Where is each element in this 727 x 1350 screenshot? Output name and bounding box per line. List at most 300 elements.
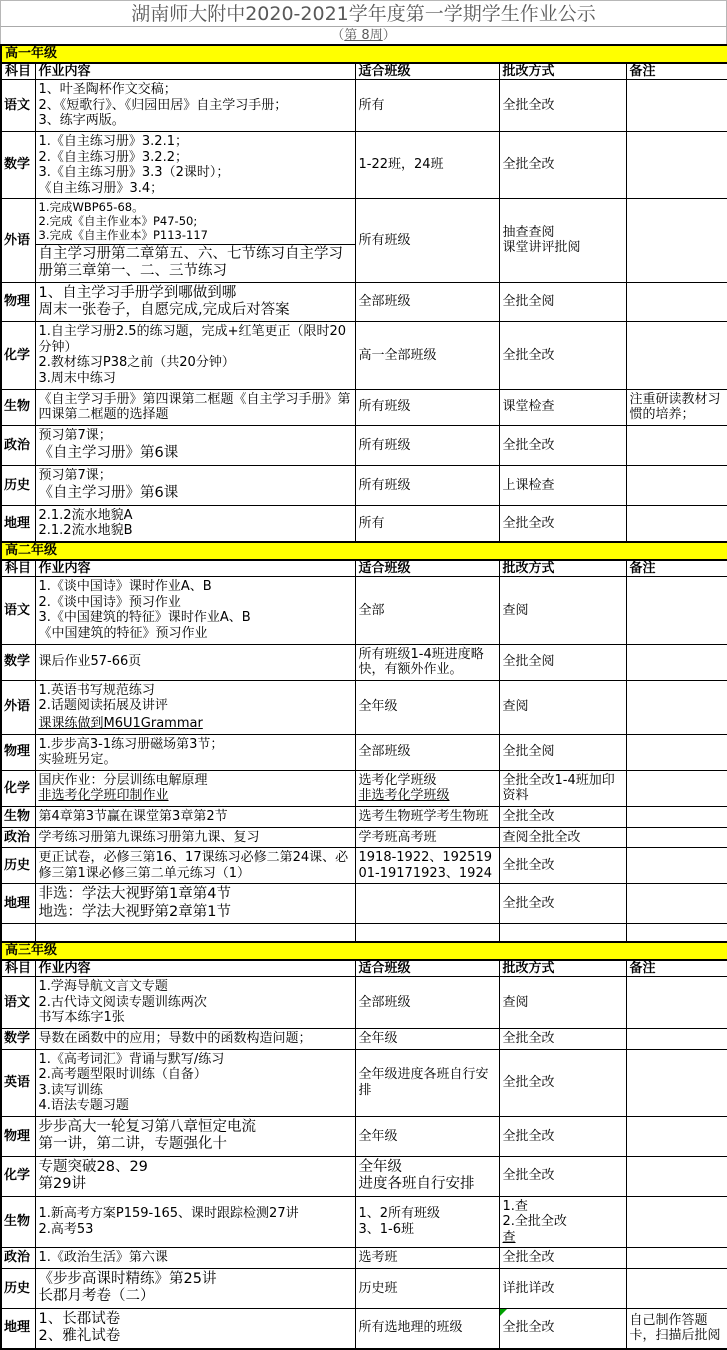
cell-note[interactable] xyxy=(626,199,727,282)
cell-block xyxy=(39,1030,352,1048)
column-header[interactable]: 科目 xyxy=(1,63,35,80)
cell-content[interactable] xyxy=(35,1268,355,1308)
cell-classes[interactable] xyxy=(355,199,499,282)
cell-line: 全年级 xyxy=(358,1158,402,1175)
cell-method[interactable] xyxy=(499,924,626,943)
cell-line: 2.话题阅读拓展及讲评 xyxy=(38,698,168,714)
cell-content[interactable] xyxy=(35,1196,355,1248)
cell-subject[interactable] xyxy=(1,577,35,644)
cell-content[interactable] xyxy=(35,282,355,322)
cell-note[interactable] xyxy=(626,1268,727,1308)
column-header[interactable]: 备注 xyxy=(626,63,727,80)
cell-subject[interactable] xyxy=(1,425,35,465)
cell-line: 导数在函数中的应用；导数中的函数构造问题； xyxy=(38,1031,312,1047)
cell-note[interactable] xyxy=(626,1308,727,1348)
cell-note[interactable] xyxy=(626,282,727,322)
section-band[interactable]: 高三年级 xyxy=(1,942,727,960)
cell-note[interactable] xyxy=(626,465,727,505)
cell-method[interactable] xyxy=(499,1029,626,1050)
column-header[interactable]: 批改方式 xyxy=(499,960,626,977)
table-row xyxy=(1,734,727,770)
cell-block xyxy=(4,1319,33,1337)
cell-note[interactable] xyxy=(626,977,727,1029)
cell-subject[interactable] xyxy=(1,1268,35,1308)
cell-classes[interactable] xyxy=(355,131,499,198)
cell-classes[interactable] xyxy=(355,644,499,680)
section-band[interactable]: 高一年级 xyxy=(1,45,727,63)
cell-line: 预习第7课； xyxy=(38,467,112,483)
cell-method[interactable] xyxy=(499,1268,626,1308)
cell-method[interactable] xyxy=(499,827,626,848)
cell-block xyxy=(39,1205,352,1238)
cell-subject[interactable] xyxy=(1,1196,35,1248)
cell-classes[interactable] xyxy=(355,734,499,770)
cell-note[interactable] xyxy=(626,680,727,734)
cell-line: 历史 xyxy=(4,1280,31,1296)
cell-note[interactable] xyxy=(626,1029,727,1050)
cell-line: 全批全改 xyxy=(502,1320,555,1336)
cell-subject[interactable] xyxy=(1,1308,35,1348)
cell-subject[interactable] xyxy=(1,322,35,389)
cell-content[interactable] xyxy=(35,1117,355,1157)
table-row xyxy=(1,282,727,322)
table-row xyxy=(1,848,727,884)
cell-note[interactable] xyxy=(626,322,727,389)
header-row xyxy=(1,560,727,577)
cell-block xyxy=(39,427,352,445)
cell-line: 2.高考53 xyxy=(38,1221,94,1237)
cell-block xyxy=(4,808,33,826)
cell-line: 物理 xyxy=(4,294,31,310)
cell-line: 地理 xyxy=(4,1320,31,1336)
cell-note[interactable] xyxy=(626,577,727,644)
cell-subject[interactable] xyxy=(1,80,35,132)
cell-line: 课后作业57-66页 xyxy=(38,654,142,670)
cell-line: 自主学习册第二章第五、六、七节练习自主学习册第三章第一、二、三节练习 xyxy=(38,245,343,280)
cell-block xyxy=(39,391,352,424)
cell-line: 所有班级 xyxy=(358,437,411,453)
cell-block xyxy=(4,1249,33,1267)
cell-method[interactable] xyxy=(499,644,626,680)
cell-subject[interactable] xyxy=(1,806,35,827)
cell-block xyxy=(503,743,623,761)
cell-classes[interactable] xyxy=(355,827,499,848)
cell-method[interactable] xyxy=(499,465,626,505)
cell-block xyxy=(36,244,355,281)
cell-method[interactable] xyxy=(499,1156,626,1196)
cell-subject[interactable] xyxy=(1,1117,35,1157)
cell-method[interactable] xyxy=(499,282,626,322)
cell-line: 全批全改 xyxy=(502,895,555,911)
cell-classes[interactable] xyxy=(355,1029,499,1050)
cell-line: 数学 xyxy=(4,654,31,670)
cell-line: 2.古代诗文阅读专题训练两次 xyxy=(38,994,207,1010)
cell-method[interactable] xyxy=(499,131,626,198)
cell-content[interactable] xyxy=(35,924,355,943)
cell-content[interactable] xyxy=(35,1029,355,1050)
cell-method[interactable] xyxy=(499,884,626,924)
cell-line: 长郡月考卷（二） xyxy=(38,1288,155,1305)
cell-line: 物理 xyxy=(4,744,31,760)
cell-method[interactable] xyxy=(499,1248,626,1269)
cell-block xyxy=(359,1128,496,1146)
cell-block xyxy=(4,1030,33,1048)
cell-block xyxy=(39,808,352,826)
cell-subject[interactable] xyxy=(1,644,35,680)
cell-content[interactable] xyxy=(35,505,355,542)
cell-line: 第4章第3节赢在课堂第3章第2节 xyxy=(38,808,228,824)
cell-method[interactable] xyxy=(499,977,626,1029)
column-header[interactable]: 作业内容 xyxy=(35,63,355,80)
cell-block xyxy=(39,467,352,485)
cell-classes[interactable] xyxy=(355,1196,499,1248)
cell-line: 3.完成《自主作业本》P113-117 xyxy=(38,227,208,242)
section-band-row xyxy=(1,542,727,560)
cell-classes[interactable] xyxy=(355,425,499,465)
cell-line: 抽查查阅 xyxy=(502,224,555,240)
cell-line: 全部班级 xyxy=(358,744,411,760)
cell-line: 1、长郡试卷 xyxy=(38,1310,121,1327)
cell-block xyxy=(359,1205,496,1238)
cell-note[interactable] xyxy=(626,848,727,884)
cell-block xyxy=(503,808,623,826)
cell-subject[interactable] xyxy=(1,1248,35,1269)
cell-method[interactable] xyxy=(499,806,626,827)
cell-content[interactable] xyxy=(35,1248,355,1269)
column-header[interactable]: 备注 xyxy=(626,960,727,977)
cell-line: 2.完成《自主作业本》P47-50; xyxy=(38,214,198,229)
cell-subject[interactable] xyxy=(1,680,35,734)
cell-block xyxy=(359,1319,496,1337)
cell-content[interactable] xyxy=(35,322,355,389)
cell-line: 全批全阅 xyxy=(502,294,555,310)
cell-note[interactable] xyxy=(626,505,727,542)
cell-block xyxy=(359,1249,496,1267)
table-row xyxy=(1,1156,727,1196)
cell-line: 全批全阅 xyxy=(502,654,555,670)
cell-line: 选考生物班学考生物班 xyxy=(358,808,489,824)
section-band-row xyxy=(1,942,727,960)
cell-line: 查阅全批全改 xyxy=(502,829,581,845)
cell-method[interactable] xyxy=(499,199,626,282)
cell-content[interactable] xyxy=(35,644,355,680)
cell-classes[interactable] xyxy=(355,680,499,734)
cell-line: 实验班另定。 xyxy=(38,752,117,768)
cell-block xyxy=(4,602,33,620)
cell-line: 1、自主学习手册学到哪做到哪 xyxy=(38,284,237,301)
cell-classes[interactable] xyxy=(355,1049,499,1116)
cell-content[interactable] xyxy=(35,680,355,734)
cell-note[interactable] xyxy=(626,389,727,425)
cell-note[interactable] xyxy=(626,734,727,770)
cell-line: 选考化学班级 xyxy=(358,772,437,788)
cell-classes[interactable] xyxy=(355,1248,499,1269)
cell-note[interactable] xyxy=(626,884,727,924)
table-row xyxy=(1,465,727,505)
cell-line: 语文 xyxy=(4,994,31,1010)
cell-line: 《自主练习册》3.4； xyxy=(38,180,164,196)
cell-block xyxy=(4,1167,33,1185)
cell-block xyxy=(39,1270,352,1307)
column-header[interactable]: 适合班级 xyxy=(355,560,499,577)
cell-line: 地理 xyxy=(4,515,31,531)
column-header[interactable]: 批改方式 xyxy=(499,63,626,80)
cell-note[interactable] xyxy=(626,924,727,943)
cell-method[interactable] xyxy=(499,322,626,389)
cell-block xyxy=(630,391,725,424)
cell-block xyxy=(359,698,496,716)
cell-content[interactable] xyxy=(35,827,355,848)
cell-line: 全部班级 xyxy=(358,994,411,1010)
column-header[interactable]: 备注 xyxy=(626,560,727,577)
cell-line: 全批全改 xyxy=(502,1250,555,1266)
cell-block xyxy=(39,484,352,503)
cell-line: 全批全改 xyxy=(502,857,555,873)
cell-method[interactable] xyxy=(499,577,626,644)
cell-note[interactable] xyxy=(626,1117,727,1157)
cell-line: 地选：学法大视野第2章第1节 xyxy=(38,903,231,920)
cell-line: 所有班级 xyxy=(358,477,411,493)
cell-block xyxy=(359,602,496,620)
cell-note[interactable] xyxy=(626,827,727,848)
cell-classes[interactable] xyxy=(355,80,499,132)
cell-classes[interactable] xyxy=(355,322,499,389)
cell-line: 第一讲，第二讲，专题强化十 xyxy=(38,1136,227,1153)
cell-line: 英语 xyxy=(4,1075,31,1091)
cell-subject[interactable] xyxy=(1,1049,35,1116)
table-row xyxy=(1,977,727,1029)
cell-line: 《自主学习册》第6课 xyxy=(38,445,179,462)
cell-method[interactable] xyxy=(499,770,626,806)
cell-subject[interactable] xyxy=(1,848,35,884)
cell-block xyxy=(503,895,623,913)
cell-line: 1.完成WBP65-68。 xyxy=(38,200,144,215)
cell-classes[interactable] xyxy=(355,1268,499,1308)
cell-classes[interactable] xyxy=(355,848,499,884)
cell-content[interactable] xyxy=(35,770,355,806)
cell-subject[interactable] xyxy=(1,131,35,198)
cell-subject[interactable] xyxy=(1,389,35,425)
cell-note[interactable] xyxy=(626,770,727,806)
cell-content[interactable] xyxy=(35,1156,355,1196)
cell-content[interactable] xyxy=(35,1049,355,1116)
cell-subject[interactable] xyxy=(1,924,35,943)
cell-block xyxy=(4,97,33,115)
cell-content[interactable] xyxy=(35,806,355,827)
cell-line: 2.《自主练习册》3.2.2； xyxy=(38,149,188,165)
cell-classes[interactable] xyxy=(355,977,499,1029)
cell-subject[interactable] xyxy=(1,505,35,542)
cell-classes[interactable] xyxy=(355,282,499,322)
cell-block xyxy=(4,437,33,455)
cell-method[interactable] xyxy=(499,680,626,734)
cell-subject[interactable] xyxy=(1,770,35,806)
cell-line: 2.高考题型限时训练（自备） xyxy=(38,1067,207,1083)
cell-block xyxy=(39,284,352,321)
cell-line: 全批全改 xyxy=(502,347,555,363)
cell-note[interactable] xyxy=(626,1248,727,1269)
cell-block xyxy=(359,515,496,533)
cell-block xyxy=(39,849,352,882)
cell-subject[interactable] xyxy=(1,199,35,282)
cell-content[interactable] xyxy=(35,425,355,465)
cell-block xyxy=(503,772,623,805)
cell-note[interactable] xyxy=(626,644,727,680)
cell-line: 选考班 xyxy=(358,1250,398,1266)
cell-block xyxy=(4,293,33,311)
cell-classes[interactable] xyxy=(355,505,499,542)
cell-method[interactable] xyxy=(499,389,626,425)
cell-line: 全年级 xyxy=(358,1128,398,1144)
table-row xyxy=(1,770,727,806)
cell-line: 所有班级 xyxy=(358,232,411,248)
cell-classes[interactable] xyxy=(355,1156,499,1196)
column-header[interactable]: 科目 xyxy=(1,560,35,577)
cell-line: 详批详改 xyxy=(502,1280,555,1296)
header-row xyxy=(1,960,727,977)
cell-line: 专题突破28、29 xyxy=(38,1158,148,1175)
cell-note[interactable] xyxy=(626,80,727,132)
cell-content[interactable] xyxy=(35,977,355,1029)
cell-line: 外语 xyxy=(4,699,31,715)
cell-block xyxy=(4,857,33,875)
cell-content[interactable] xyxy=(35,80,355,132)
cell-line: 2.《谈中国诗》预习作业 xyxy=(38,594,181,610)
cell-block xyxy=(503,293,623,311)
section-band-row xyxy=(1,45,727,63)
cell-block xyxy=(503,602,623,620)
cell-note[interactable] xyxy=(626,425,727,465)
cell-line: 政治 xyxy=(4,829,31,845)
cell-line: 非选：学法大视野第1章第4节 xyxy=(38,886,231,903)
cell-content[interactable] xyxy=(35,1308,355,1348)
cell-line: 1.步步高3-1练习册磁场第3节； xyxy=(38,736,224,752)
cell-content[interactable] xyxy=(35,199,355,282)
cell-subject[interactable] xyxy=(1,1029,35,1050)
cell-line: 数学 xyxy=(4,1031,31,1047)
column-header[interactable]: 作业内容 xyxy=(35,560,355,577)
cell-classes[interactable] xyxy=(355,806,499,827)
table-row xyxy=(1,806,727,827)
header-row xyxy=(1,63,727,80)
cell-classes[interactable] xyxy=(355,1308,499,1348)
cell-block xyxy=(503,829,623,847)
column-header[interactable]: 作业内容 xyxy=(35,960,355,977)
cell-content[interactable] xyxy=(35,131,355,198)
cell-block xyxy=(39,736,352,769)
cell-classes[interactable] xyxy=(355,1117,499,1157)
cell-block xyxy=(503,477,623,495)
cell-block xyxy=(39,682,352,715)
cell-line: 全批全改 xyxy=(502,97,555,113)
cell-block xyxy=(503,347,623,365)
cell-subject[interactable] xyxy=(1,465,35,505)
cell-method[interactable] xyxy=(499,1196,626,1248)
cell-classes[interactable] xyxy=(355,465,499,505)
column-header[interactable]: 适合班级 xyxy=(355,960,499,977)
cell-line: 所有 xyxy=(358,515,385,531)
cell-classes[interactable] xyxy=(355,924,499,943)
cell-block xyxy=(39,653,352,671)
cell-line: 语文 xyxy=(4,602,31,618)
cell-content[interactable] xyxy=(35,465,355,505)
cell-method[interactable] xyxy=(499,1049,626,1116)
cell-classes[interactable] xyxy=(355,389,499,425)
cell-note[interactable] xyxy=(626,1196,727,1248)
cell-block xyxy=(4,1128,33,1146)
cell-subject[interactable] xyxy=(1,282,35,322)
cell-note[interactable] xyxy=(626,1049,727,1116)
cell-line: 3.读写训练 xyxy=(38,1082,103,1098)
cell-classes[interactable] xyxy=(355,884,499,924)
cell-classes[interactable] xyxy=(355,577,499,644)
cell-block xyxy=(359,398,496,416)
cell-block xyxy=(4,653,33,671)
column-header[interactable]: 适合班级 xyxy=(355,63,499,80)
cell-method[interactable] xyxy=(499,80,626,132)
table-row xyxy=(1,1308,727,1348)
cell-classes[interactable] xyxy=(355,770,499,806)
column-header[interactable]: 批改方式 xyxy=(499,560,626,577)
table-row xyxy=(1,1196,727,1248)
cell-line: 查阅 xyxy=(502,602,529,618)
cell-method[interactable] xyxy=(499,1308,626,1348)
cell-line: 政治 xyxy=(4,1250,31,1266)
table-row xyxy=(1,680,727,734)
cell-line: 1.《自主练习册》3.2.1； xyxy=(38,133,188,149)
cell-line: 书写本练字1张 xyxy=(38,1010,125,1026)
cell-subject[interactable] xyxy=(1,734,35,770)
table-row xyxy=(1,1268,727,1308)
cell-line: 数学 xyxy=(4,157,31,173)
cell-method[interactable] xyxy=(499,505,626,542)
homework-table-body xyxy=(1,45,727,1349)
cell-line: 全批全改 xyxy=(502,515,555,531)
cell-subject[interactable] xyxy=(1,827,35,848)
cell-block xyxy=(39,323,352,387)
cell-block xyxy=(39,1051,352,1115)
cell-note[interactable] xyxy=(626,806,727,827)
section-band[interactable]: 高二年级 xyxy=(1,542,727,560)
table-row xyxy=(1,505,727,542)
cell-method[interactable] xyxy=(499,734,626,770)
cell-content[interactable] xyxy=(35,389,355,425)
cell-method[interactable] xyxy=(499,425,626,465)
cell-block xyxy=(39,81,352,130)
cell-content[interactable] xyxy=(35,884,355,924)
cell-subject[interactable] xyxy=(1,1156,35,1196)
cell-note[interactable] xyxy=(626,131,727,198)
column-header[interactable]: 科目 xyxy=(1,960,35,977)
cell-block xyxy=(359,347,496,365)
cell-block xyxy=(503,698,623,716)
cell-line: 注重研读教材习惯的培养； xyxy=(629,391,721,423)
cell-block xyxy=(4,829,33,847)
cell-content[interactable] xyxy=(35,577,355,644)
cell-block xyxy=(4,780,33,798)
cell-method[interactable] xyxy=(499,1117,626,1157)
cell-line: 生物 xyxy=(4,399,31,415)
cell-content[interactable] xyxy=(35,848,355,884)
cell-line: 3.周末中练习 xyxy=(38,371,116,387)
cell-subject[interactable] xyxy=(1,884,35,924)
cell-note[interactable] xyxy=(626,1156,727,1196)
cell-line: 语文 xyxy=(4,97,31,113)
cell-content[interactable] xyxy=(35,734,355,770)
cell-method[interactable] xyxy=(499,848,626,884)
cell-line: 全批全改 xyxy=(502,1168,555,1184)
cell-subject[interactable] xyxy=(1,977,35,1029)
